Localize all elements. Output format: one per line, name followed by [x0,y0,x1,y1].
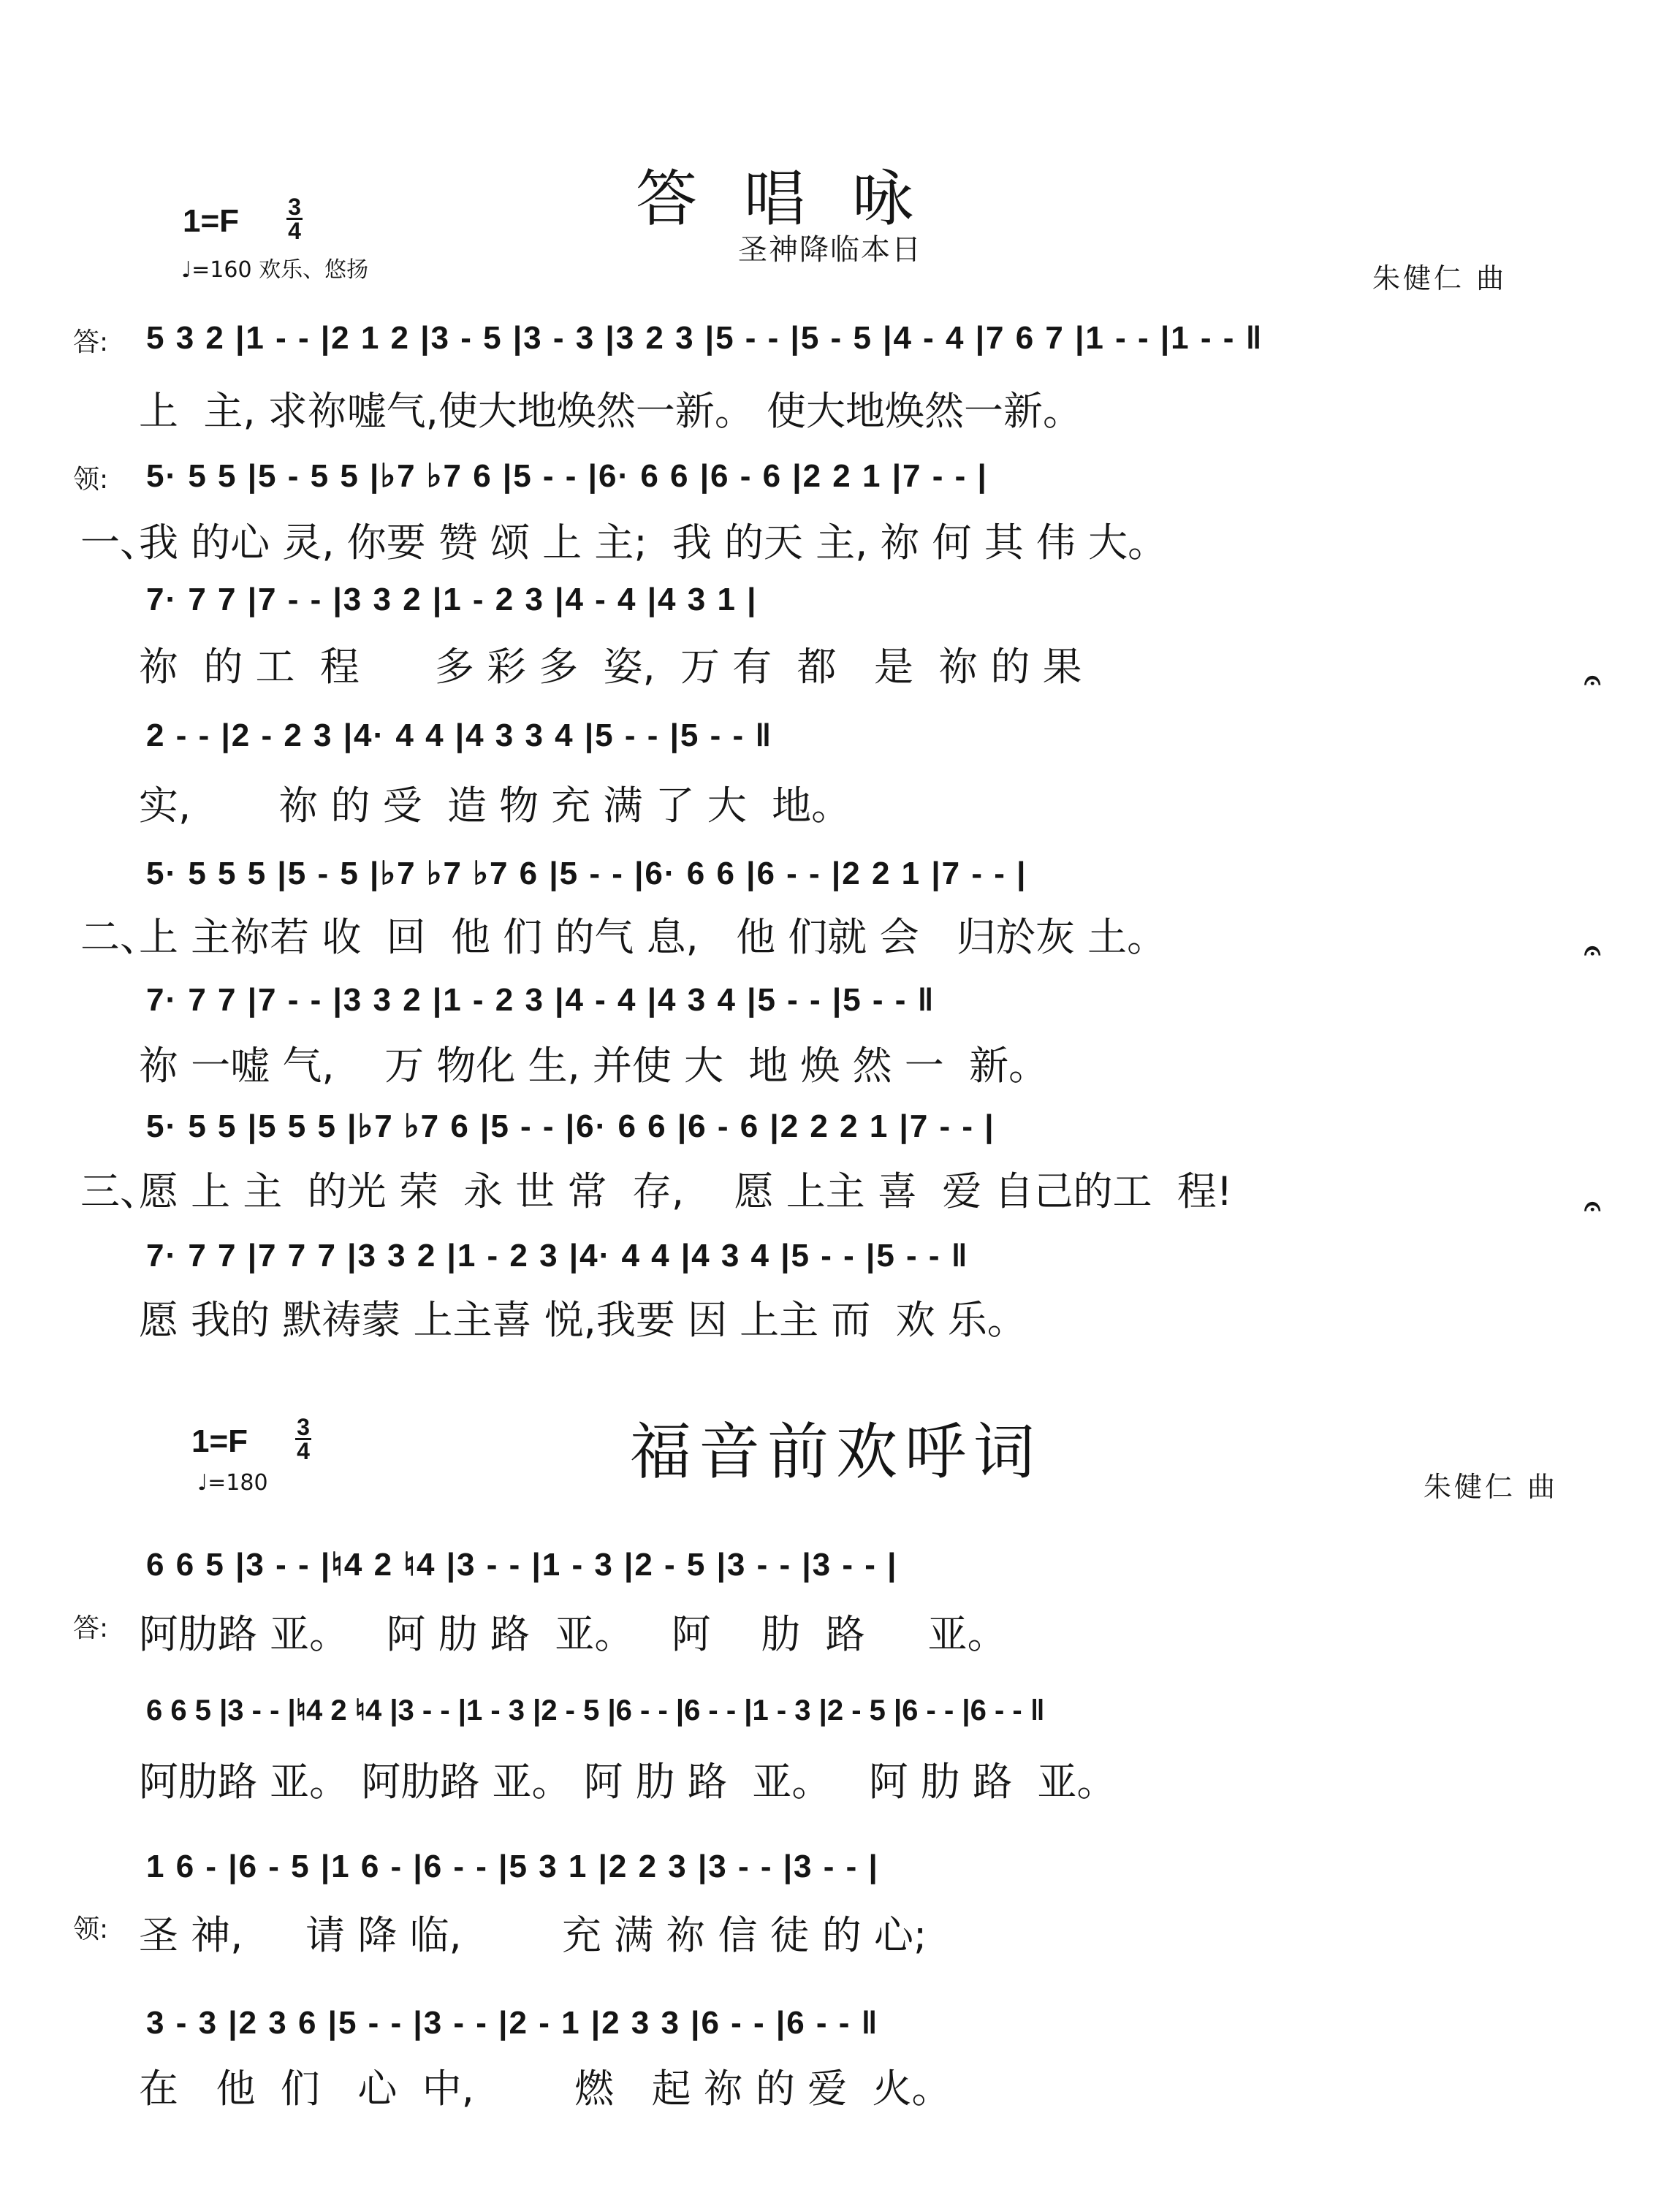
line1-lyrics: 上 主, 求祢嘘气,使大地焕然一新。 使大地焕然一新。 [139,388,1082,434]
s2-line2-lyrics: 阿肋路 亚。 阿肋路 亚。 阿 肋 路 亚。 阿 肋 路 亚。 [139,1759,1117,1805]
s2-line1-notes: 6 6 5 |3 - - |♮4 2 ♮4 |3 - - |1 - 3 |2 - 5 |3 - - |3 - - | [146,1547,898,1583]
s2-line3-notes: 1 6 - |6 - 5 |1 6 - |6 - - |5 3 1 |2 2 3 |3 - - |3 - - | [146,1849,879,1884]
line2-lyrics-label: 一、 [80,520,159,566]
line6-lyrics: 祢 一嘘 气, 万 物化 生, 并使 大 地 焕 然 一 新。 [139,1043,1049,1089]
s2-line1-lyrics: 阿肋路 亚。 阿 肋 路 亚。 阿 肋 路 亚。 [139,1611,1007,1657]
line7-lyrics: 愿 上 主 的光 荣 永 世 常 存, 愿 上主 喜 爱 自己的工 程! [139,1168,1233,1214]
s2-line4-lyrics: 在 他 们 心 中, 燃 起 祢 的 爱 火。 [139,2066,951,2112]
line2-lyrics: 我 的心 灵, 你要 赞 颂 上 主; 我 的天 主, 祢 何 其 伟 大。 [139,520,1168,566]
s2-line3-lyrics: 圣 神, 请 降 临, 充 满 祢 信 徒 的 心; [139,1912,927,1958]
line5-lyrics: 上 主祢若 收 回 他 们 的气 息, 他 们就 会 归於灰 土。 [139,914,1167,960]
song1-title: 答唱咏 [636,163,961,235]
song1-tempo: ♩=160 欢乐、悠扬 [181,257,369,283]
time-bottom: 4 [288,218,301,244]
song2-key: 1=F [191,1423,248,1459]
line4-notes: 2 - - |2 - 2 3 |4· 4 4 |4 3 3 4 |5 - - |5 - - ‖ [146,718,773,753]
line1-notes: 5 3 2 |1 - - |2 1 2 |3 - 5 |3 - 3 |3 2 3 |5 - - |5 - 5 |4 - 4 |7 6 7 |1 - - |1 - - ‖ [146,320,1263,356]
s2-line3-label: 领: [73,1914,109,1944]
song1-time-signature [285,196,304,242]
line3-lyrics: 祢 的 工 程 多 彩 多 姿, 万 有 都 是 祢 的 果 [139,644,1082,690]
line8-notes: 7· 7 7 |7 7 7 |3 3 2 |1 - 2 3 |4· 4 4 |4 3 4 |5 - - |5 - - ‖ [146,1238,969,1274]
line5-notes: 5· 5 5 5 |5 - 5 |♭7 ♭7 ♭7 6 |5 - - |6· 6 6 |6 - - |2 2 1 |7 - - | [146,856,1027,891]
time-top: 3 [288,194,301,220]
line3-notes: 7· 7 7 |7 - - |3 3 2 |1 - 2 3 |4 - 4 |4 3 1 | [146,582,758,617]
song1-subtitle: 圣神降临本日 [738,233,922,267]
line5-lyrics-label: 二、 [80,914,159,960]
s2-line4-notes: 3 - 3 |2 3 6 |5 - - |3 - - |2 - 1 |2 3 3 |6 - - |6 - - ‖ [146,2005,879,2041]
fermata-1: 𝄐 [1584,663,1601,697]
time-top: 3 [297,1414,310,1440]
line7-lyrics-label: 三、 [80,1168,159,1214]
song1-composer: 朱健仁 曲 [1372,262,1508,294]
line7-notes: 5· 5 5 |5 5 5 |♭7 ♭7 6 |5 - - |6· 6 6 |6 - 6 |2 2 2 1 |7 - - | [146,1108,995,1144]
s2-line1-label: 答: [73,1613,109,1643]
song2-title: 福音前欢呼词 [630,1416,1043,1488]
time-bottom: 4 [297,1438,310,1464]
line4-lyrics: 实, 祢 的 受 造 物 充 满 了 大 地。 [139,783,851,829]
fermata-2: 𝄐 [1584,934,1601,967]
line2-label: 领: [73,465,109,495]
song2-tempo: ♩=180 [197,1470,268,1496]
line8-lyrics: 愿 我的 默祷蒙 上主喜 悦,我要 因 上主 而 欢 乐。 [139,1297,1027,1343]
song2-composer: 朱健仁 曲 [1424,1471,1559,1503]
line1-label: 答: [73,327,109,357]
fermata-3: 𝄐 [1584,1190,1601,1223]
line2-notes: 5· 5 5 |5 - 5 5 |♭7 ♭7 6 |5 - - |6· 6 6 |6 - 6 |2 2 1 |7 - - | [146,458,988,494]
s2-line2-notes: 6 6 5 |3 - - |♮4 2 ♮4 |3 - - |1 - 3 |2 - 5 |6 - - |6 - - |1 - 3 |2 - 5 |6 - - |6 - - ‖ [146,1694,1045,1727]
song2-time-signature [294,1416,313,1462]
line6-notes: 7· 7 7 |7 - - |3 3 2 |1 - 2 3 |4 - 4 |4 3 4 |5 - - |5 - - ‖ [146,982,935,1018]
song1-key: 1=F [183,203,240,239]
